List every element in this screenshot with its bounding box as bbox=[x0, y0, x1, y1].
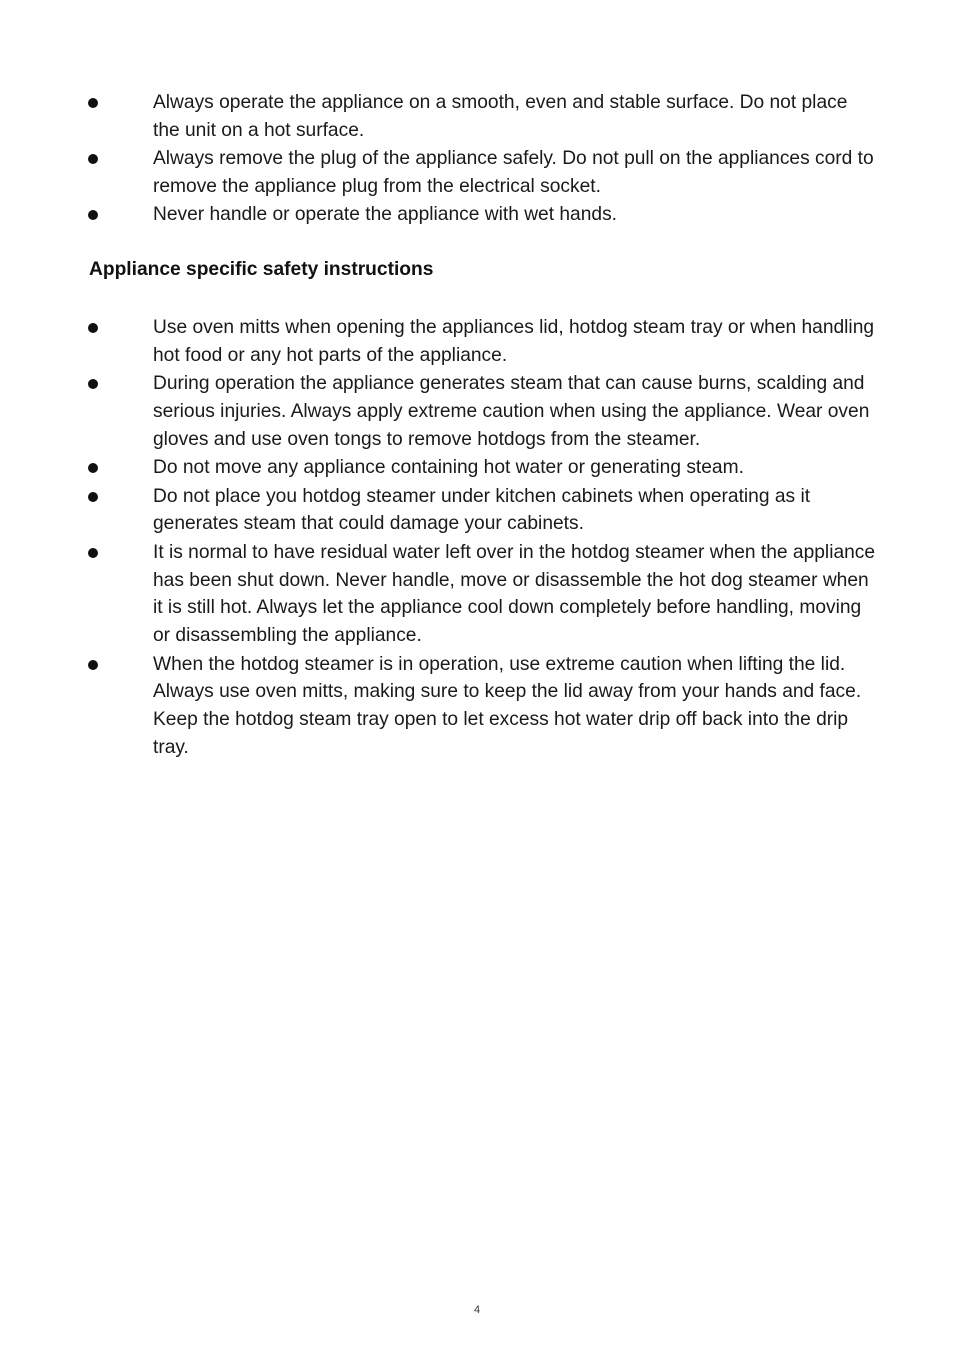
list-item-text: When the hotdog steamer is in operation, use extreme caution when lifting the lid. Always use oven mitts, making sure to keep the lid away from your hands and face. Keep the hotdog steam tray open to let excess hot water drip off back into the drip tray. bbox=[153, 653, 862, 758]
list-item bbox=[88, 201, 878, 229]
list-item-text: During operation the appliance generates steam that can cause burns, scalding and serious injuries. Always apply extreme caution when using the appliance. Wear oven gloves and use oven tongs to remove hotdogs from the steamer. bbox=[153, 373, 870, 450]
section-heading: Appliance specific safety instructions bbox=[89, 259, 434, 280]
list-item-text: Always operate the appliance on a smooth, even and stable surface. Do not place the unit on a hot surface. bbox=[153, 92, 848, 141]
bullet-icon bbox=[88, 210, 98, 220]
list-item-text: Never handle or operate the appliance with wet hands. bbox=[153, 204, 617, 226]
list-item-text: Use oven mitts when opening the appliances lid, hotdog steam tray or when handling hot food or any hot parts of the appliance. bbox=[153, 317, 875, 366]
bullet-icon bbox=[88, 379, 98, 389]
list-item-text: Do not place you hotdog steamer under kitchen cabinets when operating as it generates steam that could damage your cabinets. bbox=[153, 485, 811, 535]
list-item bbox=[88, 454, 878, 482]
list-item-text: It is normal to have residual water left over in the hotdog steamer when the appliance has been shut down. Never handle, move or disassemble the hot dog steamer when it is still hot. Always let the appliance cool down completely before handling, moving or disassembling the appliance. bbox=[153, 541, 876, 647]
list-item-text: Do not move any appliance containing hot water or generating steam. bbox=[153, 457, 744, 479]
list-item bbox=[88, 651, 878, 762]
bullet-icon bbox=[88, 660, 98, 670]
specific-safety-list bbox=[88, 314, 878, 762]
general-safety-list bbox=[88, 89, 878, 230]
bullet-icon bbox=[88, 323, 98, 333]
list-item bbox=[88, 539, 878, 650]
bullet-icon bbox=[88, 154, 98, 164]
list-item bbox=[88, 89, 878, 145]
list-item-text: Always remove the plug of the appliance safely. Do not pull on the appliances cord to remove the appliance plug from the electrical socket. bbox=[153, 148, 874, 197]
list-item bbox=[88, 483, 878, 539]
bullet-icon bbox=[88, 463, 98, 473]
list-item bbox=[88, 145, 878, 201]
bullet-icon bbox=[88, 492, 98, 502]
page-number: 4 bbox=[473, 1304, 481, 1316]
list-item bbox=[88, 314, 878, 370]
bullet-icon bbox=[88, 98, 98, 108]
bullet-icon bbox=[88, 548, 98, 558]
list-item bbox=[88, 370, 878, 453]
